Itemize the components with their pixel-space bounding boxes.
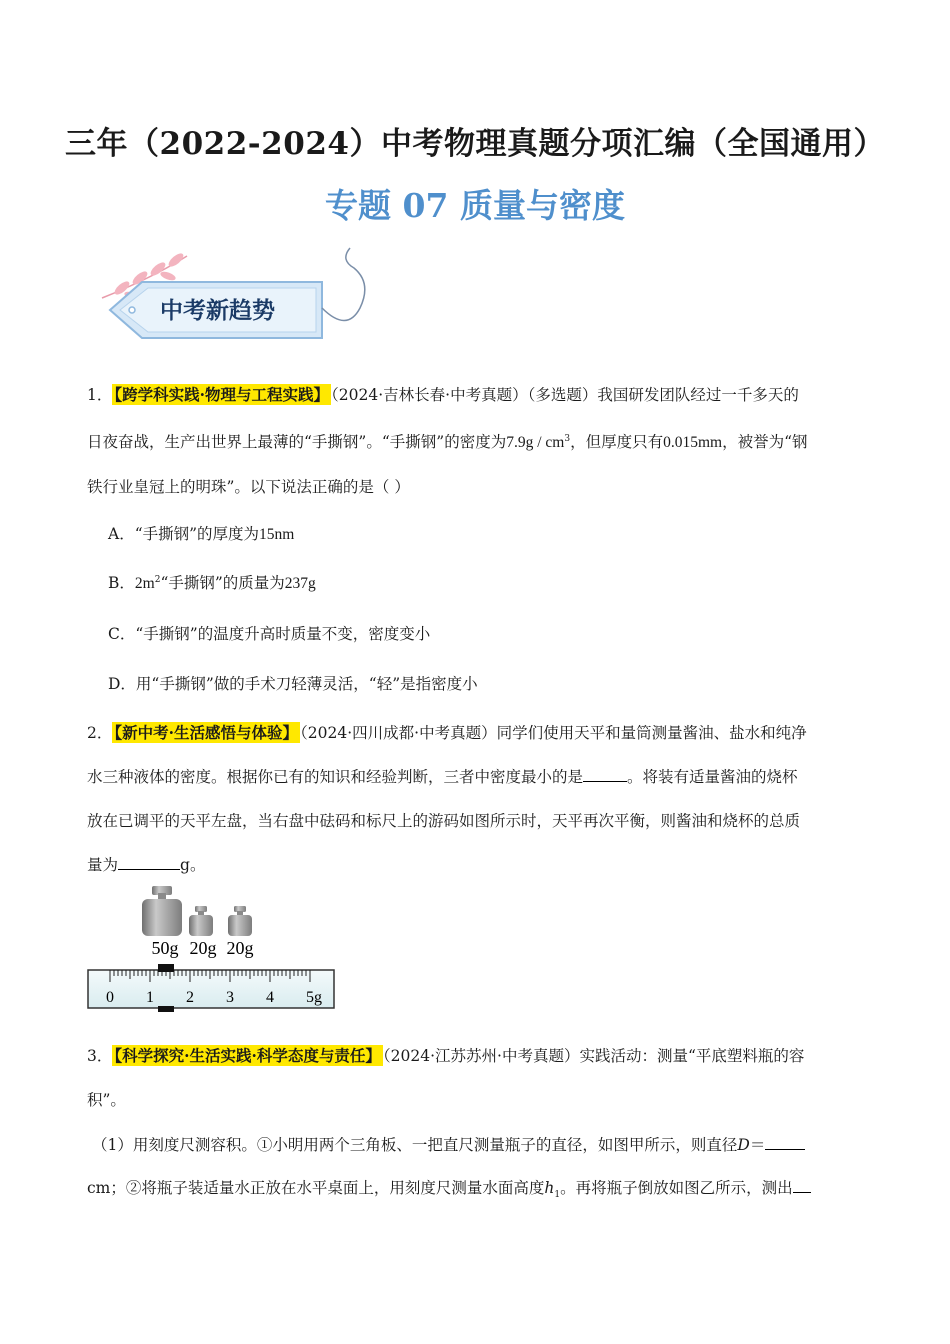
page-title: 三年（2022-2024）中考物理真题分项汇编（全国通用） [65, 126, 885, 162]
q3-block [87, 1034, 867, 1122]
scale-label-2: 2 [186, 989, 194, 1006]
q1-text-2a: 日夜奋战，生产出世界上最薄的“手撕钢”。“手撕钢”的密度为 [87, 433, 507, 452]
q2-line-1 [87, 711, 867, 755]
q1-text-1: （2024·吉林长春·中考真题）（多选题）我国研发团队经过一千多天的 [331, 386, 799, 404]
q3-line-1 [87, 1034, 867, 1078]
q1-thickness: 0.015mm [663, 434, 723, 452]
q3-eq: ＝ [749, 1136, 766, 1154]
q2-text-4b: g。 [180, 856, 206, 874]
scale-label-1: 1 [146, 989, 154, 1006]
q3-line-4 [87, 1166, 867, 1217]
q3-number: 3． [87, 1047, 113, 1065]
weight-20g-icon [189, 906, 213, 936]
rider-scale [88, 970, 334, 1008]
q1-option-b-label: B． [108, 574, 135, 592]
q3-blank-diameter[interactable] [765, 1135, 805, 1150]
q1-option-a-text: A．“手撕钢”的厚度为 [108, 525, 260, 543]
q2-blank-1[interactable] [583, 767, 627, 782]
q2-block [87, 711, 867, 887]
q3-line-2: 积”。 [87, 1091, 126, 1109]
weight-label-20g-b: 20g [226, 938, 254, 958]
q3-var-h-sub: 1 [554, 1190, 561, 1201]
q1-tag: 【跨学科实践·物理与工程实践】 [114, 385, 330, 404]
q2-text-4a: 量为 [87, 856, 119, 874]
weight-20g-icon [228, 906, 252, 936]
q1-density: 7.9g / cm [506, 434, 565, 452]
weight-label-20g-a: 20g [189, 938, 217, 958]
banner-label: 中考新趋势 [160, 298, 275, 324]
q1-line-3: 铁行业皇冠上的明珠”。以下说法正确的是（ ） [87, 478, 410, 497]
q1-text-2c: ，被誉为“钢 [722, 433, 808, 452]
q2-blank-2[interactable] [118, 855, 180, 870]
scale-label-3: 3 [226, 989, 234, 1006]
q3-text-4b: 。再将瓶子倒放如图乙所示，测出 [560, 1179, 793, 1197]
q3-text-4a: cm；②将瓶子装适量水正放在水平桌面上，用刻度尺测量水面高度 [87, 1179, 545, 1197]
weight-label-50g: 50g [151, 938, 179, 958]
scale-label-4: 4 [266, 989, 274, 1006]
q3-tag: 【科学探究·生活实践·科学态度与责任】 [114, 1046, 381, 1065]
q3-var-d: D [737, 1136, 750, 1154]
q3-part1 [92, 1123, 872, 1167]
q1-line-1 [87, 373, 867, 417]
q1-density-sup: 3 [564, 434, 571, 444]
q3-blank-2[interactable] [793, 1178, 811, 1193]
q2-number: 2． [87, 724, 113, 742]
q3-text-1: （2024·江苏苏州·中考真题）实践活动：测量“平底塑料瓶的容 [382, 1047, 805, 1065]
q1-option-a[interactable] [108, 522, 294, 544]
q1-option-d[interactable]: D．用“手撕钢”做的手术刀轻薄灵活，“轻”是指密度小 [108, 675, 478, 693]
balance-figure [84, 882, 340, 1014]
q3-text-3a: （1）用刻度尺测容积。①小明用两个三角板、一把直尺测量瓶子的直径，如图甲所示，则直径 [92, 1136, 738, 1154]
q3-line-3 [92, 1123, 872, 1167]
scale-label-5: 5g [306, 989, 322, 1006]
scale-label-0: 0 [106, 989, 114, 1006]
weight-50g-icon [142, 886, 182, 936]
q2-text-2a: 水三种液体的密度。根据你已有的知识和经验判断，三者中密度最小的是 [87, 768, 584, 786]
q1-option-a-value: 15nm [259, 526, 295, 543]
q2-text-2b: 。将装有适量酱油的烧杯 [627, 768, 798, 786]
q1-option-b-area: 2m [134, 575, 155, 592]
q3-var-h: h [544, 1179, 555, 1197]
q1-block [87, 373, 867, 509]
q1-option-b-sup: 2 [154, 574, 161, 585]
q1-option-b-value: 237g [284, 575, 316, 592]
q1-line-2 [87, 417, 867, 465]
string-icon [322, 248, 365, 321]
page-subtitle: 专题 07 质量与密度 [325, 186, 625, 225]
q2-line-3: 放在已调平的天平左盘，当右盘中砝码和标尺上的游码如图所示时，天平再次平衡，则酱油和烧杯的总质 [87, 812, 801, 830]
q2-tag: 【新中考·生活感悟与体验】 [114, 723, 299, 742]
q1-text-2b: ，但厚度只有 [570, 433, 664, 452]
q2-line-4 [87, 843, 867, 887]
q2-line-2 [87, 755, 867, 799]
q1-option-b-text: “手撕钢”的质量为 [160, 574, 285, 592]
q1-option-c[interactable]: C．“手撕钢”的温度升高时质量不变，密度变小 [108, 625, 431, 643]
q1-number: 1． [87, 386, 113, 404]
q1-option-b[interactable] [108, 571, 316, 593]
q2-text-1: （2024·四川成都·中考真题）同学们使用天平和量筒测量酱油、盐水和纯净 [300, 724, 807, 742]
q3-part1b [87, 1166, 867, 1217]
